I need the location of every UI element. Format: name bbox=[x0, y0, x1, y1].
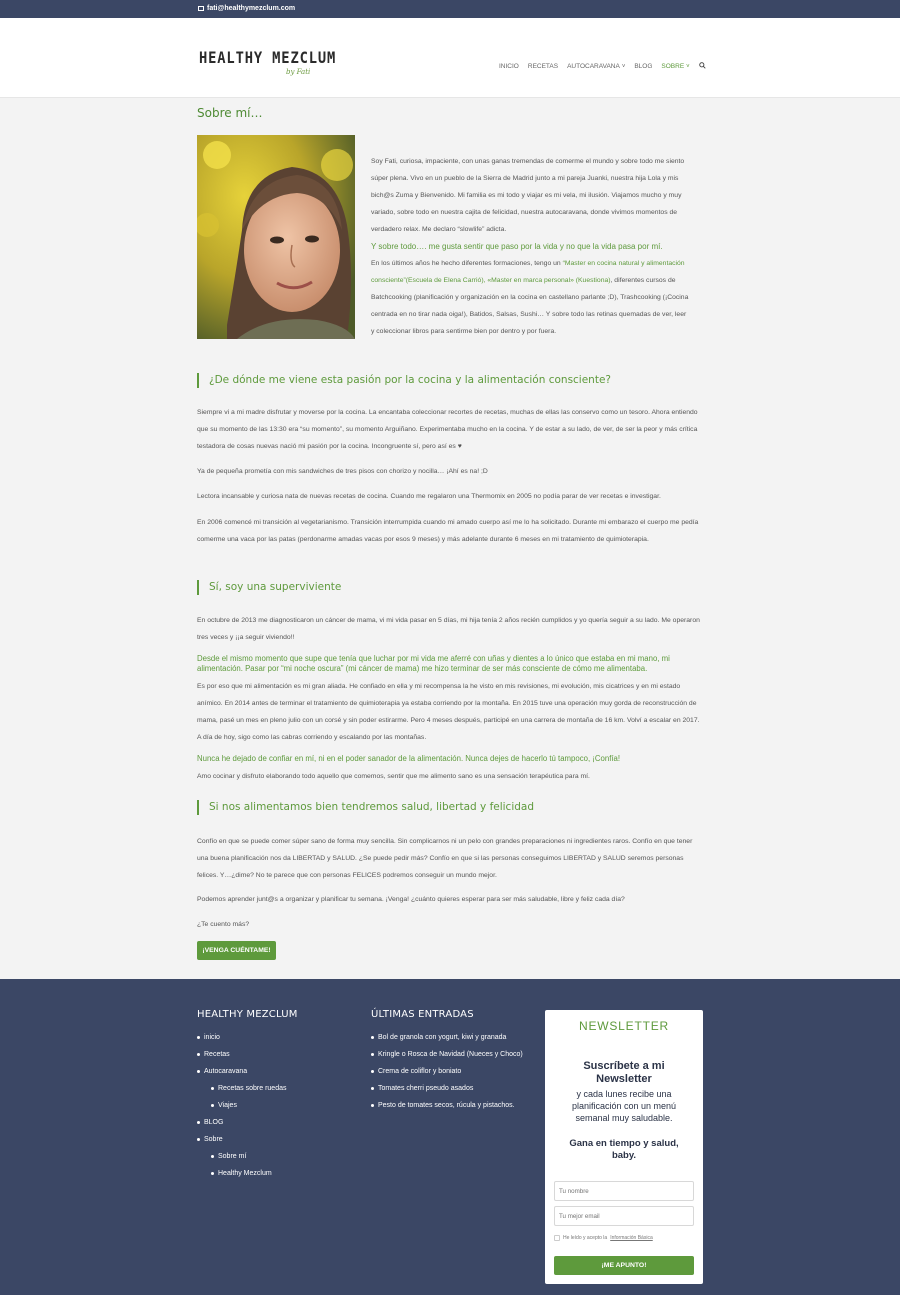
consent-row bbox=[554, 1235, 653, 1241]
recent-post-label: Kringle o Rosca de Navidad (Nueces y Choco) bbox=[378, 1051, 523, 1058]
intro-text: Soy Fati, curiosa, impaciente, con unas ganas tremendas de comerme el mundo y sobre todo me siento súper plena. Vivo en un pueblo de la Sierra de Madrid junto a mi pareja Juanki, nuestra hija Lola y mis bich@s Zuma y Bienvenido. Mi familia es mi todo y viajar es mi vela, mi ilusión. Viajamos mucho y muy variado, sobre todo en nuestra cajita de felicidad, nuestra autocaravana, donde vivimos momentos de verdadero relax. Me declaro “slowlife” adicta. bbox=[371, 158, 685, 233]
email-text: fati@healthymezclum.com bbox=[207, 5, 296, 12]
footer-link-label: Viajes bbox=[218, 1102, 237, 1109]
main-nav bbox=[499, 62, 706, 71]
section-heading-survivor: Sí, soy una superviviente bbox=[197, 580, 341, 595]
training-text-b: , diferentes cursos de Batchcooking (planificación y organización en la cocina en castellano parlante ;D), Trashcooking (¡Cocina centrada en no tirar nada oiga!), Batidos, Salsas, Sushi… Y sobre todo las retinas quemadas de ver, leer y coleccionar libros para sentirme bien por dentro y por fuera. bbox=[371, 277, 689, 335]
nav-label: SOBRE bbox=[661, 63, 685, 70]
nav-inicio[interactable] bbox=[499, 63, 519, 70]
nav-blog[interactable] bbox=[634, 63, 652, 70]
footer-link-label: inicio bbox=[204, 1034, 220, 1041]
newsletter-title: NEWSLETTER bbox=[578, 1019, 669, 1033]
info-basica-link[interactable]: Información Básica bbox=[610, 1235, 653, 1241]
footer-link[interactable] bbox=[211, 1148, 298, 1165]
tell-me-more-button[interactable]: ¡VENGA CUÉNTAME! bbox=[197, 941, 276, 960]
footer-link-label: Sobre mí bbox=[218, 1153, 247, 1160]
newsletter-description: y cada lunes recibe una planificación con un menú semanal muy saludable. bbox=[571, 1089, 677, 1123]
footer-heading: ÚLTIMAS ENTRADAS bbox=[371, 1009, 474, 1020]
name-input[interactable] bbox=[554, 1181, 694, 1201]
newsletter-box bbox=[545, 1010, 703, 1284]
profile-photo bbox=[197, 135, 355, 339]
paragraph: En 2006 comencé mi transición al vegetarianismo. Transición interrumpida cuando mi amado cuerpo así me lo ha solicitado. Durante mi embarazo el cuerpo me pedía comerme una vaca por las patas (perdonarme amadas vacas por esos 9 meses) y más adelante durante 6 meses en mi tratamiento de quimioterapia. bbox=[197, 519, 699, 543]
intro-lead: Y sobre todo…. me gusta sentir que paso por la vida y no que la vida pasa por mí. bbox=[371, 242, 663, 251]
site-logo[interactable] bbox=[199, 48, 359, 76]
footer-link[interactable] bbox=[197, 1063, 298, 1080]
nav-recetas[interactable] bbox=[528, 63, 558, 70]
footer-link-label: Recetas bbox=[204, 1051, 230, 1058]
search-icon[interactable] bbox=[699, 62, 706, 71]
footer-link[interactable] bbox=[197, 1131, 298, 1148]
recent-posts-list bbox=[371, 1029, 523, 1114]
footer-link-label: BLOG bbox=[204, 1119, 224, 1126]
footer-link-label: Sobre bbox=[204, 1136, 223, 1143]
site-header bbox=[0, 18, 900, 98]
footer-link[interactable] bbox=[197, 1046, 298, 1063]
paragraph: Es por eso que mi alimentación es mi gran aliada. He confiado en ella y mi recompensa la he visto en mis revisiones, mi evolución, mis cicatrices y en mi estado anímico. En 2014 antes de terminar el tratamiento de quimioterapia ya estaba corriendo por la montaña. En 2015 tuve una operación muy gorda de reconstrucción de mama, pasé un mes en pleno julio con un corsé y sin poder estirarme. Pero 4 meses después, participé en una carrera de montaña de 16 km. Volví a escalar en 2017. A día de hoy, sigo como las cabras corriendo y escalando por las montañas. bbox=[197, 683, 700, 741]
training-link[interactable]: “Master en cocina natural y alimentación consciente”(Escuela de Elena Carrió), «Master en marca personal» (Kuestiona) bbox=[371, 260, 685, 284]
footer-link-label: Recetas sobre ruedas bbox=[218, 1085, 287, 1092]
chevron-down-icon: ˅ bbox=[686, 63, 690, 70]
footer-link-label: Healthy Mezclum bbox=[218, 1170, 272, 1177]
footer-link-label: Autocaravana bbox=[204, 1068, 248, 1075]
site-footer bbox=[0, 979, 900, 1295]
nav-label: BLOG bbox=[634, 63, 653, 70]
recent-post-link[interactable] bbox=[371, 1097, 523, 1114]
nav-autocaravana[interactable] bbox=[567, 63, 625, 70]
highlight-quote: Nunca he dejado de confiar en mí, ni en el poder sanador de la alimentación. Nunca dejes de hacerlo tú tampoco, ¡Confía! bbox=[197, 754, 621, 763]
nav-label: RECETAS bbox=[527, 63, 559, 70]
footer-link[interactable] bbox=[211, 1080, 298, 1097]
recent-post-link[interactable] bbox=[371, 1080, 523, 1097]
intro-block bbox=[371, 153, 691, 340]
paragraph: Amo cocinar y disfruto elaborando todo aquello que comemos, sentir que me alimento sano es una sensación terapéutica para mí. bbox=[197, 773, 590, 780]
footer-link[interactable] bbox=[197, 1029, 298, 1046]
section-heading-passion: ¿De dónde me viene esta pasión por la cocina y la alimentación consciente? bbox=[197, 373, 611, 388]
recent-post-link[interactable] bbox=[371, 1063, 523, 1080]
logo-brand: HEALTHY MEZCLUM bbox=[199, 48, 337, 67]
training-text-a: En los últimos años he hecho diferentes formaciones, tengo un bbox=[371, 260, 563, 267]
nav-label: INICIO bbox=[499, 63, 519, 70]
recent-post-label: Tomates cherri pseudo asados bbox=[378, 1085, 474, 1092]
nav-sobre[interactable] bbox=[661, 63, 689, 70]
paragraph: Confío en que se puede comer súper sano de forma muy sencilla. Sin complicarnos ni un pelo con grandes preparaciones ni ingredientes raros. Confío en que tener una buena planificación nos da LIBERTAD y SALUD. ¿Se puede pedir más? Confío en que si las personas conseguimos LIBERTAD y SALUD seremos personas felices. Y…¿dime? No te parece que con personas FELICES podremos conseguir un mundo mejor. bbox=[197, 838, 693, 879]
paragraph: ¿Te cuento más? bbox=[197, 921, 250, 928]
paragraph: En octubre de 2013 me diagnosticaron un cáncer de mama, vi mi vida pasar en 5 días, mi hija tenía 2 años recién cumplidos y yo quería seguir a su lado. Me operaron tres veces y ¡¡a seguir viviendo!! bbox=[197, 617, 700, 641]
footer-link[interactable] bbox=[211, 1097, 298, 1114]
top-bar bbox=[0, 0, 900, 18]
footer-link[interactable] bbox=[197, 1114, 298, 1131]
recent-post-label: Pesto de tomates secos, rúcula y pistachos. bbox=[378, 1102, 515, 1109]
recent-post-link[interactable] bbox=[371, 1046, 523, 1063]
page-title: Sobre mí… bbox=[197, 106, 263, 120]
footer-link[interactable] bbox=[211, 1165, 298, 1182]
highlight-quote: Desde el mismo momento que supe que tenía que luchar por mi vida me aferré con uñas y dientes a lo único que estaba en mi mano, mi alimentación. Pasar por “mi noche oscura” (mi cáncer de mama) me hizo terminar de ser más consciente de cómo me alimentaba. bbox=[197, 654, 670, 673]
consent-checkbox[interactable] bbox=[554, 1235, 560, 1241]
contact-email[interactable] bbox=[198, 5, 295, 12]
newsletter-subtitle: Suscríbete a mi Newsletter bbox=[583, 1060, 665, 1085]
newsletter-slogan: Gana en tiempo y salud, baby. bbox=[569, 1138, 679, 1161]
recent-post-link[interactable] bbox=[371, 1029, 523, 1046]
footer-heading: HEALTHY MEZCLUM bbox=[197, 1009, 298, 1020]
footer-menu-list bbox=[197, 1029, 298, 1182]
recent-post-label: Crema de coliflor y boniato bbox=[378, 1068, 462, 1075]
paragraph: Lectora incansable y curiosa nata de nuevas recetas de cocina. Cuando me regalaron una Thermomix en 2005 no podía parar de ver recetas e investigar. bbox=[197, 493, 661, 500]
paragraph: Siempre vi a mi madre disfrutar y moverse por la cocina. La encantaba coleccionar recortes de recetas, muchas de ellas las conservo como un tesoro. Ahora entiendo que su momento de las 13:30 era “su momento”, su momento Arguiñano. Experimentaba mucho en la cocina. Y de estar a su lado, de ver, de ser la peor y más crítica testadora de cosas nuevas nació mi pasión por la cocina. Incongruente sí, pero así es ♥ bbox=[197, 409, 698, 450]
email-input[interactable] bbox=[554, 1206, 694, 1226]
footer-column-menu bbox=[197, 1009, 298, 1182]
paragraph: Podemos aprender junt@s a organizar y planificar tu semana. ¡Venga! ¿cuánto quieres esperar para ser más saludable, libre y feliz cada día? bbox=[197, 896, 625, 903]
paragraph: Ya de pequeña prometía con mis sandwiches de tres pisos con chorizo y nocilla… ¡Ahí es na! ;D bbox=[197, 468, 488, 475]
subscribe-button[interactable]: ¡ME APUNTO! bbox=[554, 1256, 694, 1275]
recent-post-label: Bol de granola con yogurt, kiwi y granada bbox=[378, 1034, 507, 1041]
training-text bbox=[371, 255, 691, 340]
consent-label: He leído y acepto la bbox=[563, 1235, 608, 1241]
footer-column-recent bbox=[371, 1009, 523, 1114]
nav-label: AUTOCARAVANA bbox=[567, 63, 620, 70]
section-heading-health: Si nos alimentamos bien tendremos salud, libertad y felicidad bbox=[197, 800, 534, 815]
logo-tagline: by Fati bbox=[286, 68, 311, 76]
envelope-icon bbox=[198, 6, 204, 11]
chevron-down-icon: ˅ bbox=[621, 63, 626, 70]
